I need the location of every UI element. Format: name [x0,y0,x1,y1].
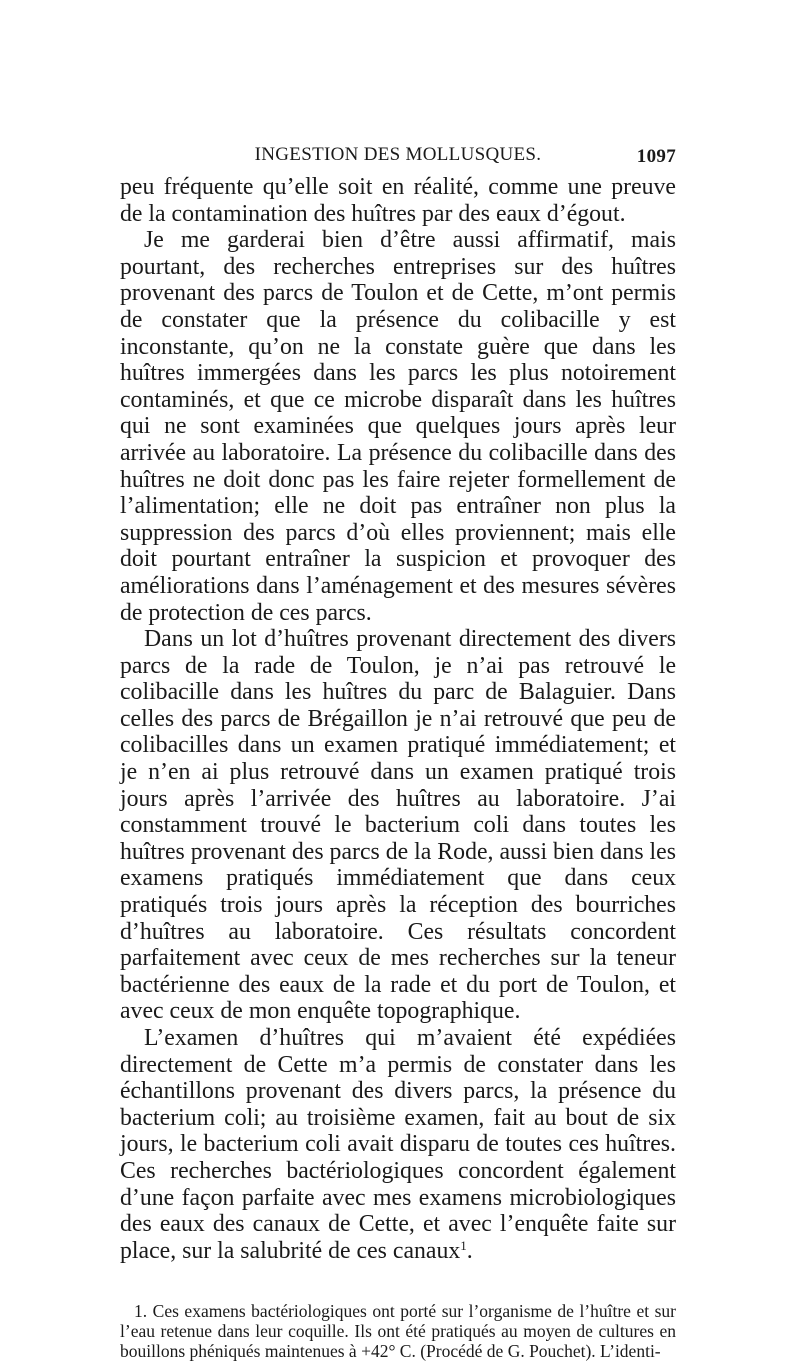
running-title: INGESTION DES MOLLUSQUES. [254,144,542,165]
paragraph-end: . [466,1237,473,1264]
book-page [120,140,676,1361]
paragraph-text: L’examen d’huîtres qui m’avaient été expédiées directement de Cette m’a permis de constater dans les échantillons provenant des divers parcs, la présence du bacterium coli; au troisième examen, fait au bout de six jours, le bacterium coli avait disparu de toutes ces huîtres. Ces recherches bactériologiques concordent également d’une façon parfaite avec mes examens microbiologiques des eaux des canaux de Cette, et avec l’enquête faite sur place, sur la salubrité de ces canaux [120,1025,676,1264]
paragraph: Dans un lot d’huîtres provenant directement des divers parcs de la rade de Toulon, je n’ai pas retrouvé le colibacille dans les huîtres du parc de Balaguier. Dans celles des parcs de Brégaillon je n’ai retrouvé que peu de colibacilles dans un examen pratiqué immédiatement; et je n’en ai plus retrouvé dans un examen pratiqué trois jours après l’arrivée des huîtres au laboratoire. J’ai constamment trouvé le bacterium coli dans toutes les huîtres provenant des parcs de la Rode, aussi bien dans les examens pratiqués immédiatement que dans ceux pratiqués trois jours après la réception des bourriches d’huîtres au laboratoire. Ces résultats concordent parfaitement avec ceux de mes recherches sur la teneur bactérienne des eaux de la rade et du port de Toulon, et avec ceux de mon enquête topographique. [120,626,676,1025]
body-text [120,174,676,1264]
footnote [120,1302,676,1361]
paragraph: peu fréquente qu’elle soit en réalité, comme une preuve de la contamination des huîtres par des eaux d’égout. [120,174,676,227]
page-number: 1097 [636,146,676,167]
footnote-marker: 1 [460,1237,467,1253]
footnotes [120,1302,676,1361]
paragraph [120,1025,676,1264]
footnote-text: Ces examens bactériologiques ont porté sur l’organisme de l’huître et sur l’eau retenue dans leur coquille. Ils ont été pratiqués au moyen de cultures en bouillons phéniqués maintenues à +42° C. (Procédé de G. Pouchet). L’identi- [120,1301,677,1361]
running-head [120,140,676,174]
paragraph: Je me garderai bien d’être aussi affirmatif, mais pourtant, des recherches entreprises sur des huîtres provenant des parcs de Toulon et de Cette, m’ont permis de constater que la présence du colibacille y est inconstante, qu’on ne la constate guère que dans les huîtres immergées dans les parcs les plus notoirement contaminés, et que ce microbe disparaît dans les huîtres qui ne sont examinées que quelques jours après leur arrivée au laboratoire. La présence du colibacille dans des huîtres ne doit donc pas les faire rejeter formellement de l’alimentation; elle ne doit pas entraîner non plus la suppression des parcs d’où elles proviennent; mais elle doit pourtant entraîner la suspicion et provoquer des améliorations dans l’aménagement et des mesures sévères de protection de ces parcs. [120,227,676,626]
footnote-label: 1. [134,1301,148,1322]
